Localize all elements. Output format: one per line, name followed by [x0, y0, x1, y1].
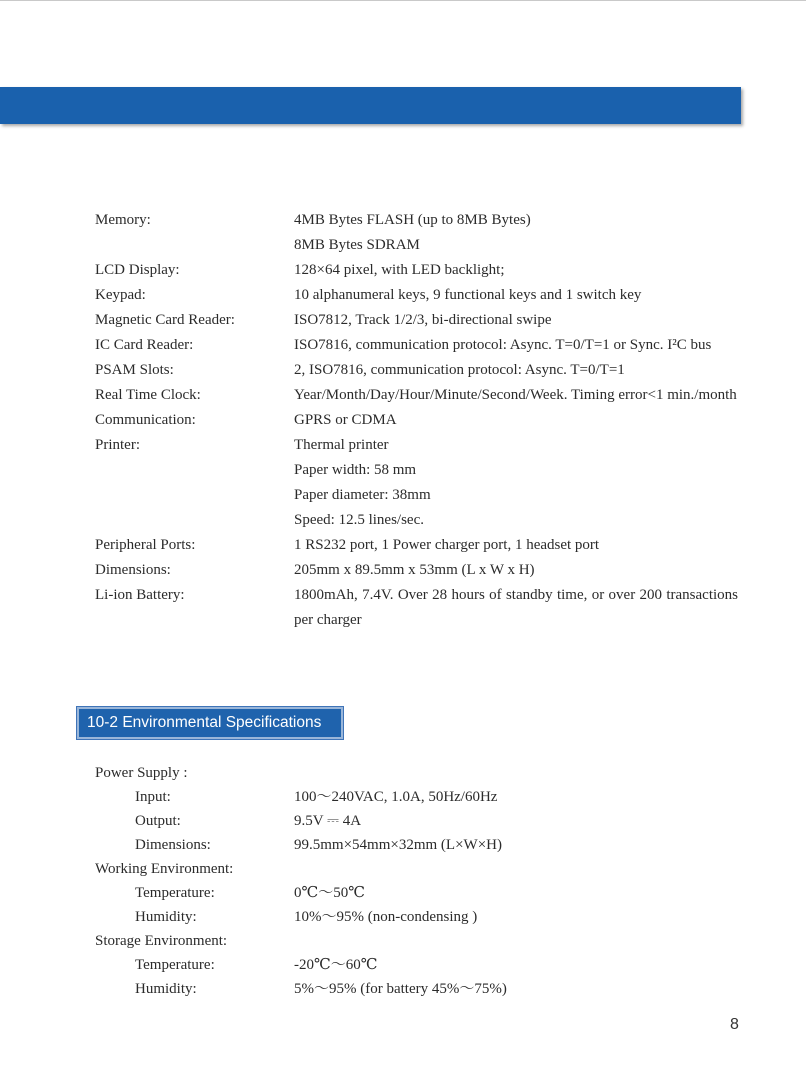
spec-label: IC Card Reader:: [95, 337, 194, 353]
env-row: [95, 905, 738, 929]
spec-label: Magnetic Card Reader:: [95, 312, 235, 328]
env-value: [294, 929, 738, 953]
env-row: [95, 761, 738, 785]
spec-row: [95, 408, 738, 433]
spec-row: [95, 358, 738, 383]
env-label: Humidity:: [135, 981, 197, 997]
spec-value: Paper diameter: 38mm: [294, 487, 431, 503]
env-label: Working Environment:: [95, 861, 234, 877]
env-label: Input:: [135, 789, 171, 805]
spec-values: [294, 408, 738, 433]
spec-values: [294, 433, 738, 533]
spec-value: 10 alphanumeral keys, 9 functional keys and 1 switch key: [294, 287, 642, 303]
spec-row: [95, 433, 738, 533]
env-row: [95, 833, 738, 857]
spec-value: GPRS or CDMA: [294, 412, 397, 428]
spec-row: [95, 308, 738, 333]
spec-values: [294, 533, 738, 558]
spec-values: [294, 558, 738, 583]
page-number: 8: [730, 1016, 739, 1033]
spec-row: [95, 283, 738, 308]
spec-value: Year/Month/Day/Hour/Minute/Second/Week. Timing error<1 min./month: [294, 387, 737, 403]
env-value: 99.5mm×54mm×32mm (L×W×H): [294, 837, 502, 853]
env-value: 9.5V ⎓ 4A: [294, 813, 362, 829]
spec-label: Printer:: [95, 437, 140, 453]
hardware-spec-table: [95, 208, 738, 633]
spec-row: [95, 333, 738, 358]
env-value: 10%～95% (non-condensing ): [294, 909, 478, 925]
spec-label: PSAM Slots:: [95, 362, 174, 378]
spec-value: Thermal printer: [294, 437, 389, 453]
env-value: [294, 761, 738, 785]
env-label: Storage Environment:: [95, 933, 228, 949]
spec-row: [95, 383, 738, 408]
section-heading: 10-2 Environmental Specifications: [77, 707, 343, 739]
spec-value: Paper width: 58 mm: [294, 462, 417, 478]
env-value: [294, 857, 738, 881]
spec-value: 1 RS232 port, 1 Power charger port, 1 headset port: [294, 537, 600, 553]
env-row: [95, 953, 738, 977]
top-rule: [0, 0, 806, 1]
spec-values: [294, 208, 738, 258]
spec-row: [95, 583, 738, 633]
spec-label: Peripheral Ports:: [95, 537, 196, 553]
spec-values: [294, 383, 738, 408]
spec-label: Keypad:: [95, 287, 146, 303]
env-label: Humidity:: [135, 909, 197, 925]
env-row: [95, 857, 738, 881]
env-label: Output:: [135, 813, 181, 829]
env-label: Temperature:: [135, 885, 215, 901]
spec-value: 2, ISO7816, communication protocol: Async. T=0/T=1: [294, 362, 625, 378]
spec-row: [95, 208, 738, 258]
spec-label: Dimensions:: [95, 562, 171, 578]
env-row: [95, 929, 738, 953]
spec-values: [294, 308, 738, 333]
env-value: 100～240VAC, 1.0A, 50Hz/60Hz: [294, 789, 498, 805]
environmental-spec-table: [95, 761, 738, 1001]
spec-value: ISO7816, communication protocol: Async. T=0/T=1 or Sync. I²C bus: [294, 337, 712, 353]
env-label: Temperature:: [135, 957, 215, 973]
env-value: 5%～95% (for battery 45%～75%): [294, 981, 507, 997]
spec-row: [95, 558, 738, 583]
spec-value: Speed: 12.5 lines/sec.: [294, 512, 424, 528]
spec-values: [294, 283, 738, 308]
env-row: [95, 809, 738, 833]
env-row: [95, 785, 738, 809]
spec-label: Li-ion Battery:: [95, 587, 185, 603]
spec-row: [95, 533, 738, 558]
spec-value: 1800mAh, 7.4V. Over 28 hours of standby time, or over 200 transactions per charger: [294, 587, 738, 628]
spec-label: Real Time Clock:: [95, 387, 201, 403]
spec-value: ISO7812, Track 1/2/3, bi-directional swipe: [294, 312, 552, 328]
env-label: Dimensions:: [135, 837, 211, 853]
env-row: [95, 881, 738, 905]
header-bar: [0, 87, 741, 124]
spec-label: Communication:: [95, 412, 196, 428]
spec-values: [294, 258, 738, 283]
spec-values: [294, 333, 738, 358]
spec-values: [294, 583, 738, 633]
spec-label: Memory:: [95, 212, 151, 228]
spec-values: [294, 358, 738, 383]
spec-value: 4MB Bytes FLASH (up to 8MB Bytes): [294, 212, 531, 228]
spec-value: 128×64 pixel, with LED backlight;: [294, 262, 505, 278]
spec-value: 205mm x 89.5mm x 53mm (L x W x H): [294, 562, 535, 578]
spec-value: 8MB Bytes SDRAM: [294, 237, 420, 253]
env-value: 0℃～50℃: [294, 885, 366, 901]
env-value: -20℃～60℃: [294, 957, 378, 973]
spec-label: LCD Display:: [95, 262, 180, 278]
spec-row: [95, 258, 738, 283]
env-row: [95, 977, 738, 1001]
env-label: Power Supply :: [95, 765, 188, 781]
